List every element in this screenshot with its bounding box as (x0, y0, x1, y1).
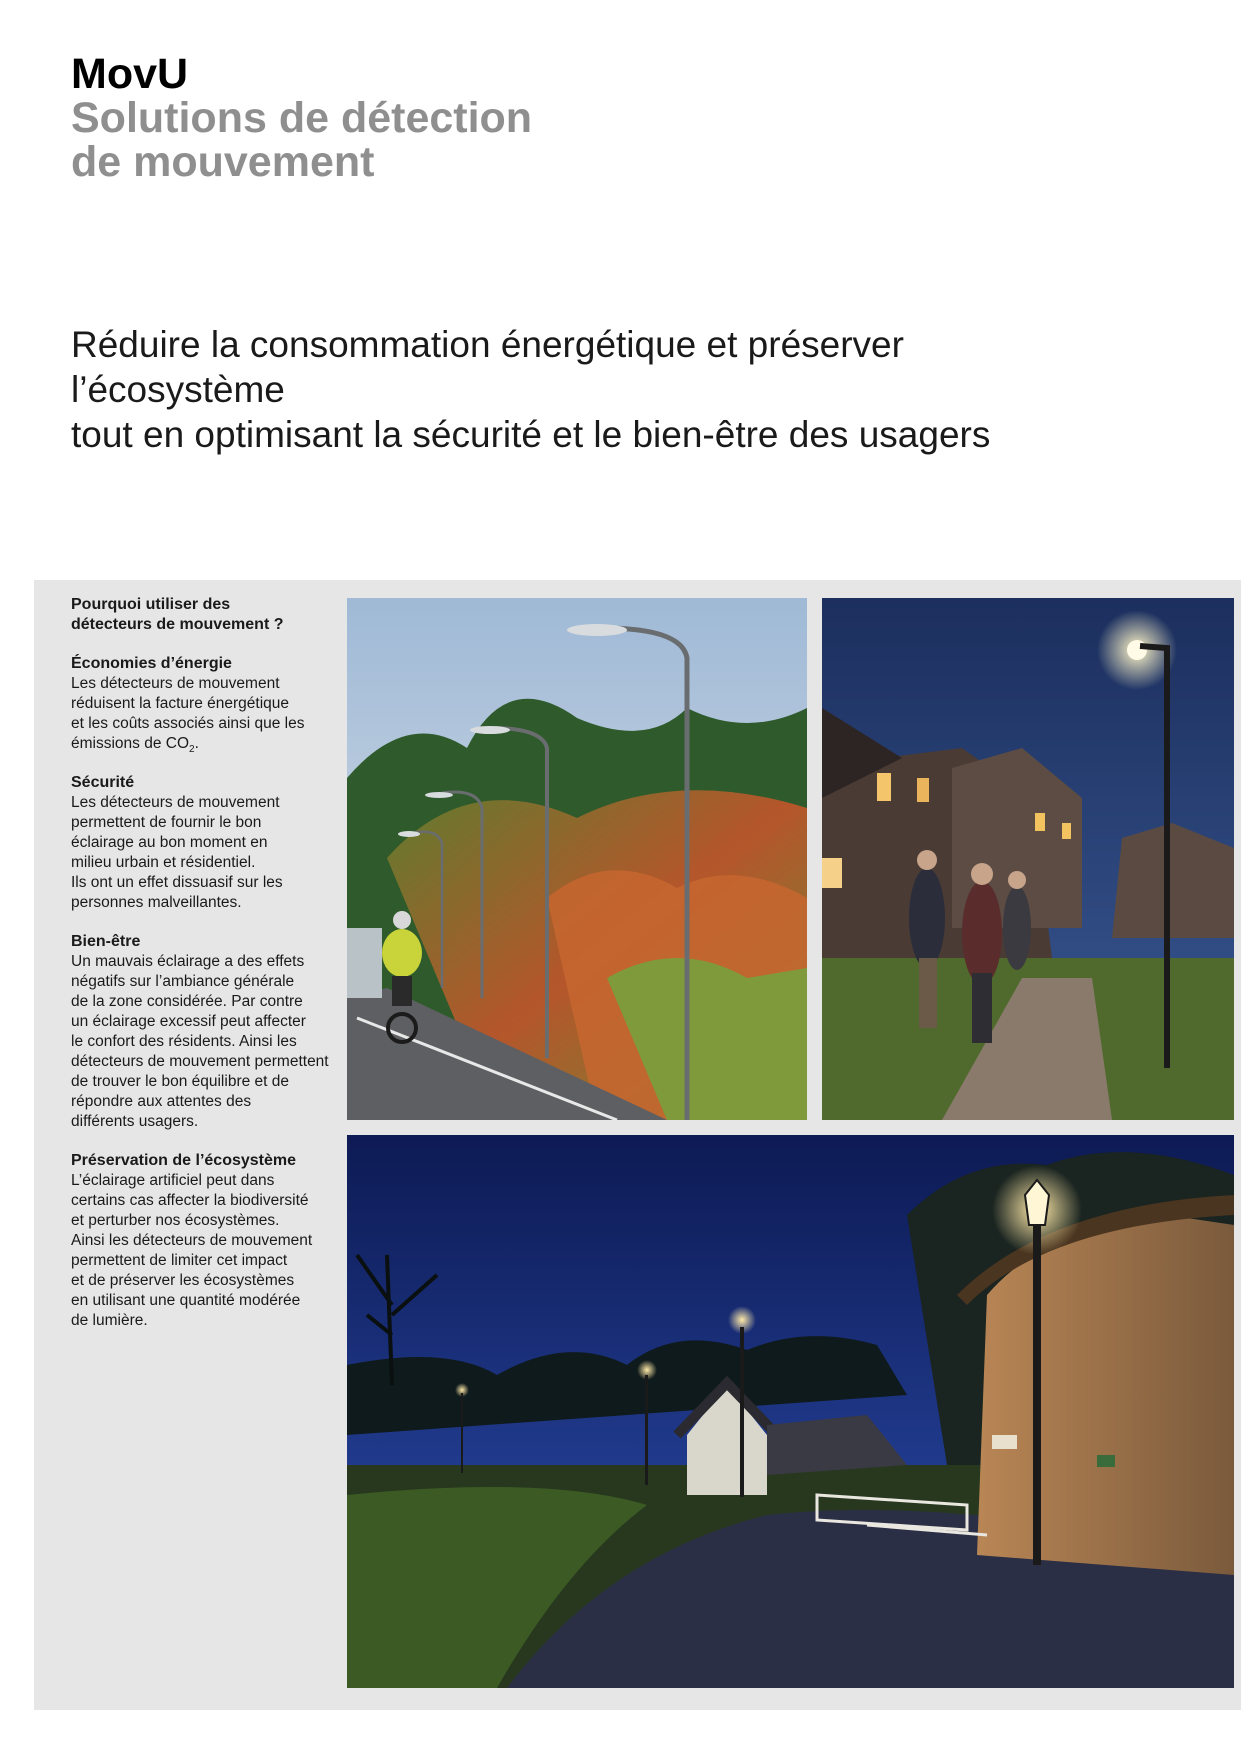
page-subtitle-line-2: de mouvement (71, 138, 375, 186)
section-security-line: Les détecteurs de mouvement (71, 794, 280, 811)
section-wellbeing-line: répondre aux attentes des (71, 1093, 252, 1110)
intro-text (71, 322, 1071, 457)
section-wellbeing-line: négatifs sur l’ambiance générale (71, 973, 295, 990)
section-security (71, 773, 341, 913)
section-wellbeing-line: détecteurs de mouvement permettent (71, 1053, 329, 1070)
section-energy (71, 654, 341, 754)
intro-line-1: Réduire la consommation énergétique et préserver l’écosystème (71, 324, 904, 410)
section-energy-heading: Économies d’énergie (71, 655, 232, 672)
section-ecosystem-line: et perturber nos écosystèmes. (71, 1212, 280, 1229)
section-ecosystem-heading: Préservation de l’écosystème (71, 1152, 297, 1169)
section-ecosystem-line: de lumière. (71, 1312, 148, 1329)
co2-suffix: . (194, 735, 199, 752)
village-road-illustration (347, 1135, 1234, 1688)
section-security-line: éclairage au bon moment en (71, 834, 268, 851)
section-wellbeing-heading: Bien-être (71, 933, 141, 950)
section-energy-line: et les coûts associés ainsi que les (71, 715, 305, 732)
co2-prefix: émissions de CO (71, 735, 190, 752)
section-security-line: milieu urbain et résidentiel. (71, 854, 256, 871)
section-energy-line: réduisent la facture énergétique (71, 695, 290, 712)
co2-subscript: 2 (189, 744, 195, 756)
section-energy-line: Les détecteurs de mouvement (71, 675, 280, 692)
section-ecosystem-line: et de préserver les écosystèmes (71, 1272, 295, 1289)
section-wellbeing-line: Un mauvais éclairage a des effets (71, 953, 305, 970)
section-ecosystem-line: en utilisant une quantité modérée (71, 1292, 301, 1309)
title-block (71, 52, 532, 184)
question-title (71, 595, 341, 635)
section-energy-line (71, 734, 341, 754)
page-title: MovU (71, 50, 189, 98)
section-wellbeing-line: de trouver le bon équilibre et de (71, 1073, 290, 1090)
section-wellbeing-line: différents usagers. (71, 1113, 199, 1130)
intro-line-2: tout en optimisant la sécurité et le bien-être des usagers (71, 414, 991, 455)
photo-cycle-path (347, 598, 807, 1120)
section-security-line: permettent de fournir le bon (71, 814, 262, 831)
page-subtitle-line-1: Solutions de détection (71, 94, 533, 142)
section-security-line: Ils ont un effet dissuasif sur les (71, 874, 283, 891)
section-ecosystem-line: Ainsi les détecteurs de mouvement (71, 1232, 313, 1249)
section-security-line: personnes malveillantes. (71, 894, 242, 911)
section-ecosystem-line: permettent de limiter cet impact (71, 1252, 288, 1269)
section-ecosystem (71, 1151, 341, 1331)
question-line-1: Pourquoi utiliser des (71, 596, 231, 613)
sidebar-text (71, 595, 341, 1350)
section-wellbeing (71, 932, 341, 1132)
question-line-2: détecteurs de mouvement ? (71, 616, 284, 633)
section-ecosystem-line: L’éclairage artificiel peut dans (71, 1172, 275, 1189)
section-ecosystem-line: certains cas affecter la biodiversité (71, 1192, 309, 1209)
photo-village-road (347, 1135, 1234, 1688)
section-security-heading: Sécurité (71, 774, 135, 791)
cycle-path-illustration (347, 598, 807, 1120)
section-wellbeing-line: un éclairage excessif peut affecter (71, 1013, 306, 1030)
section-wellbeing-line: de la zone considérée. Par contre (71, 993, 303, 1010)
section-wellbeing-line: le confort des résidents. Ainsi les (71, 1033, 297, 1050)
residential-night-illustration (822, 598, 1234, 1120)
photo-residential-night (822, 598, 1234, 1120)
